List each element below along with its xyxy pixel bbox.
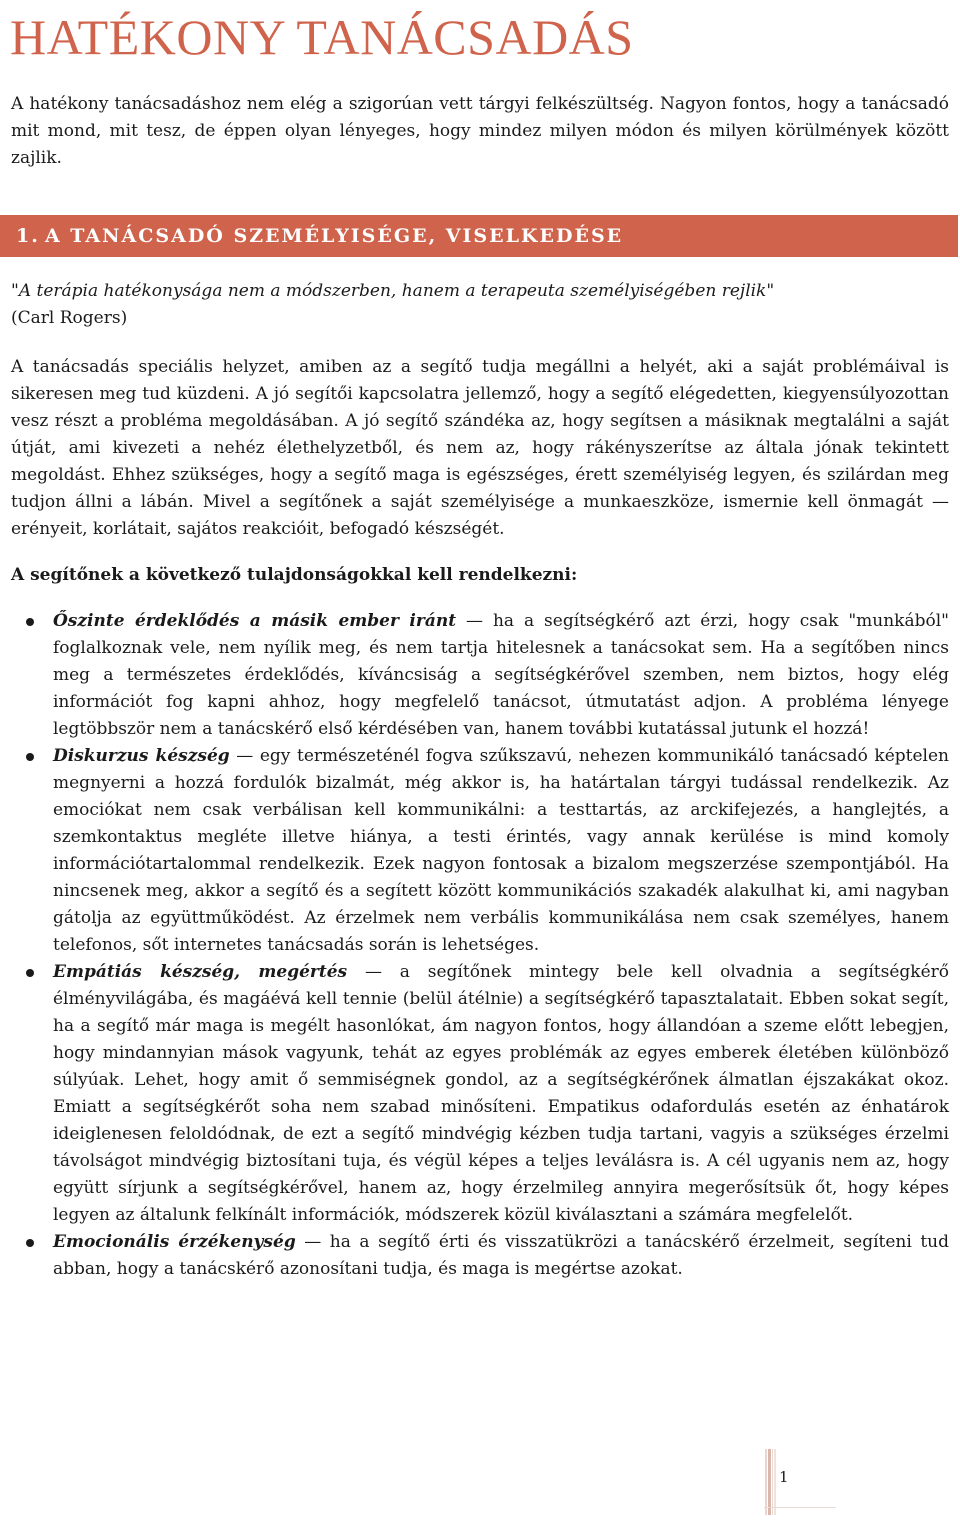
trait-text: ha a segítő érti és visszatükrözi a tanácskérő érzelmeit, segíteni tud abban, hogy a tanácskérő azonosítani tudja, és maga is megértse azokat. (53, 1232, 949, 1279)
body-paragraph: A tanácsadás speciális helyzet, amiben az a segítő tudja megállni a helyét, aki a saját problémáival is sikeresen meg tud küzdeni. A jó segítői kapcsolatra jellemző, hogy a segítő elégedetten, kiegyensúlyozottan vesz részt a probléma megoldásában. A jó segítő szándéka az, hogy segítsen a másiknak megtalálni a saját útját, ami kivezeti a nehéz élethelyzetből, és nem az, hogy rákényszerítse az általa jónak tekintett megoldást. Ehhez szükséges, hogy a segítő maga is egészséges, érett személyiség legyen, és szilárdan meg tudjon állni a lábán. Mivel a segítőnek a saját személyisége a munkaeszköze, ismernie kell önmagát — erényeit, korlátait, sajátos reakcióit, befogadó készségét. (11, 357, 949, 539)
page-number: 1 (779, 1468, 789, 1486)
trait-name: Diskurzus készség (53, 746, 230, 766)
trait-text: a segítőnek mintegy bele kell olvadnia a segítségkérő élményvilágába, és magáévá kell tennie (belül átélnie) a segítségkérő tapasztalatait. Ebben sokat segít, ha a segítő már maga is megélt hasonlókat, ám nagyon fontos, hogy állandóan a szeme előtt lebegjen, hogy mindannyian mások vagyunk, tehát az egyes problémák az egyes emberek életében különböző súlyúak. Lehet, hogy amit ő semmiségnek gondol, az a segítségkérőnek álmatlan éjszakákat okoz. Emiatt a segítségkérőt soha nem szabad minősíteni. Empatikus odafordulás esetén az énhatárok ideiglenesen feloldódnak, de ezt a segítő mindvégig kézben tudja tartani, vagyis a szükséges érzelmi távolságot mindvégig biztosítani tuja, és végül képes a teljes leválásra is. A cél ugyanis nem az, hogy együtt sírjunk a segítségkérővel, hanem az, hogy érzelmileg annyira megerősítsük őt, hogy képes legyen az általunk felkínált információk, módszerek közül kiválasztani a számára megfelelőt. (53, 962, 950, 1225)
list-item (0, 608, 949, 743)
bullet-icon (26, 753, 34, 761)
traits-subheading: A segítőnek a következő tulajdonságokkal kell rendelkezni: (11, 565, 578, 585)
list-item (0, 1229, 949, 1283)
list-item (0, 743, 949, 959)
trait-dash: — (347, 962, 400, 982)
traits-list (0, 608, 960, 1283)
bullet-icon (26, 1239, 34, 1247)
trait-name: Empátiás készség, megértés (53, 962, 348, 982)
trait-name: Őszinte érdeklődés a másik ember iránt (53, 611, 457, 631)
quote-text: "A terápia hatékonysága nem a módszerben, hanem a terapeuta személyiségében rejlik" (11, 281, 775, 301)
section-title: A TANÁCSADÓ SZEMÉLYISÉGE, VISELKEDÉSE (44, 225, 624, 247)
trait-text: ha a segítségkérő azt érzi, hogy csak "munkából" foglalkoznak vele, nem nyílik meg, és nem tartja hitelesnek a tanácsokat sem. Ha a segítőben nincs meg a természetes érdeklődés, kíváncsiság a segítségkérővel szemben, nem biztos, hogy elég információt fog kapni ahhoz, hogy megfelelő tanácsot, útmutatást adjon. A probléma lényege legtöbbször nem a tanácskérő első kérdésében van, hanem további kutatással jutunk el hozzá! (53, 611, 949, 739)
list-item (0, 959, 949, 1229)
section-heading-bar (0, 215, 958, 257)
bullet-icon (26, 618, 34, 626)
page-number-decoration (758, 1447, 838, 1517)
trait-dash: — (229, 746, 260, 766)
trait-dash: — (456, 611, 493, 631)
page-title: HATÉKONY TANÁCSADÁS (10, 9, 634, 65)
intro-paragraph: A hatékony tanácsadáshoz nem elég a szigorúan vett tárgyi felkészültség. Nagyon fontos, hogy a tanácsadó mit mond, mit tesz, de éppen olyan lényeges, hogy mindez milyen módon és milyen körülmények között zajlik. (11, 94, 949, 168)
trait-text: egy természeténél fogva szűkszavú, nehezen kommunikáló tanácsadó képtelen megnyerni a hozzá fordulók bizalmát, még akkor is, ha határtalan tárgyi tudással rendelkezik. Az emociókat nem csak verbálisan kell kommunikálni: a testtartás, az arckifejezés, a hanglejtés, a szemkontaktus megléte illetve hiánya, a testi érintés, vagy annak kerülése is mind komoly információtartalommal rendelkezik. Ezek nagyon fontosak a bizalom megszerzése szempontjából. Ha nincsenek meg, akkor a segítő és a segített között kommunikációs szakadék alakulhat ki, ami nagyban gátolja az együttműködést. Az érzelmek nem verbális kommunikálása nem csak személyes, hanem telefonos, sőt internetes tanácsadás során is lehetséges. (53, 746, 949, 955)
section-number: 1. (16, 225, 40, 247)
trait-name: Emocionális érzékenység (53, 1232, 296, 1252)
trait-dash: — (295, 1232, 330, 1252)
bullet-icon (26, 969, 34, 977)
quote-author: (Carl Rogers) (11, 308, 128, 328)
